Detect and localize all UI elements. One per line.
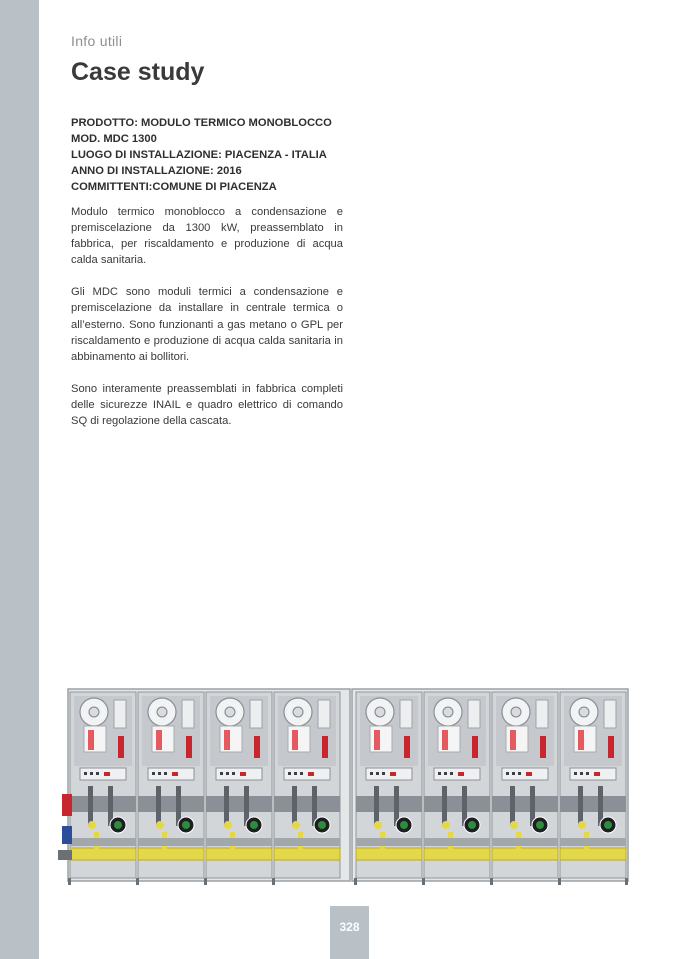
gas-manifold <box>560 848 626 860</box>
gas-valve <box>442 821 450 829</box>
page-number: 328 <box>339 920 360 934</box>
flue <box>468 700 480 728</box>
gas-valve <box>224 821 232 829</box>
pump-badge <box>400 821 408 829</box>
fan-hub <box>225 707 235 717</box>
pump-badge <box>604 821 612 829</box>
heat-exchanger <box>370 726 392 752</box>
pump-badge <box>536 821 544 829</box>
lower-pipe <box>492 838 558 846</box>
support-foot <box>204 878 207 885</box>
panel-indicator <box>104 772 110 776</box>
boiler-module <box>492 692 558 878</box>
red-valve <box>224 730 230 750</box>
heat-exchanger <box>506 726 528 752</box>
panel-led <box>300 772 303 775</box>
riser-pipe <box>578 786 583 826</box>
gas-valve <box>88 821 96 829</box>
header-pipe <box>560 796 626 812</box>
support-foot <box>422 878 425 885</box>
gas-manifold <box>206 848 272 860</box>
riser-pipe <box>224 786 229 826</box>
page-title: Case study <box>71 58 205 86</box>
support-foot <box>272 878 275 885</box>
info-location: LUOGO DI INSTALLAZIONE: PIACENZA - ITALIA <box>71 149 327 161</box>
header-pipe <box>424 796 490 812</box>
page-number-box <box>330 906 369 959</box>
lower-pipe <box>560 838 626 846</box>
panel-indicator <box>594 772 600 776</box>
project-info <box>71 115 371 195</box>
left-red-connection <box>62 794 72 816</box>
boiler-module <box>70 692 136 878</box>
boiler-module <box>356 692 422 878</box>
red-pipe <box>608 736 614 758</box>
panel-led <box>158 772 161 775</box>
red-valve <box>442 730 448 750</box>
panel-led <box>152 772 155 775</box>
panel-indicator <box>390 772 396 776</box>
red-valve <box>374 730 380 750</box>
gas-manifold <box>424 848 490 860</box>
fan-hub <box>157 707 167 717</box>
red-valve <box>156 730 162 750</box>
support-foot <box>354 878 357 885</box>
side-band <box>0 0 39 959</box>
lower-pipe <box>70 838 136 846</box>
boiler-module <box>206 692 272 878</box>
panel-led <box>232 772 235 775</box>
red-pipe <box>472 736 478 758</box>
panel-indicator <box>172 772 178 776</box>
gas-manifold <box>356 848 422 860</box>
heat-exchanger <box>574 726 596 752</box>
panel-led <box>574 772 577 775</box>
riser-pipe <box>510 786 515 826</box>
pump-badge <box>468 821 476 829</box>
red-pipe <box>322 736 328 758</box>
red-pipe <box>254 736 260 758</box>
header-pipe <box>70 796 136 812</box>
gas-manifold <box>138 848 204 860</box>
support-foot <box>558 878 561 885</box>
lower-pipe <box>424 838 490 846</box>
header-pipe <box>274 796 340 812</box>
boiler-module <box>274 692 340 878</box>
support-foot <box>490 878 493 885</box>
fan-hub <box>293 707 303 717</box>
panel-led <box>96 772 99 775</box>
panel-led <box>90 772 93 775</box>
lower-pipe <box>356 838 422 846</box>
fan-hub <box>443 707 453 717</box>
red-valve <box>510 730 516 750</box>
info-year: ANNO DI INSTALLAZIONE: 2016 <box>71 165 242 177</box>
gas-valve <box>374 821 382 829</box>
paragraph: Modulo termico monoblocco a condensazione e premiscelazione da 1300 kW, preassemblato in fabbrica, per riscaldamento e produzione di acqua calda sanitaria. <box>71 206 343 267</box>
boiler-module <box>560 692 626 878</box>
info-model: MOD. MDC 1300 <box>71 133 157 145</box>
panel-led <box>580 772 583 775</box>
paragraph: Gli MDC sono moduli termici a condensazione e premiscelazione da installare in centrale termica o all’esterno. Sono funzionanti a gas metano o GPL per riscaldamento e produzione di acqua calda sanitaria in abbinamento ai bollitori. <box>71 286 343 363</box>
gas-manifold <box>492 848 558 860</box>
panel-led <box>438 772 441 775</box>
heat-exchanger <box>220 726 242 752</box>
boiler-module <box>424 692 490 878</box>
left-blue-connection <box>62 826 72 844</box>
panel-led <box>164 772 167 775</box>
flue <box>400 700 412 728</box>
lower-pipe <box>138 838 204 846</box>
heat-exchanger <box>288 726 310 752</box>
red-pipe <box>404 736 410 758</box>
support-foot <box>625 878 628 885</box>
support-foot <box>136 878 139 885</box>
panel-led <box>288 772 291 775</box>
panel-indicator <box>458 772 464 776</box>
header-pipe <box>356 796 422 812</box>
gas-valve <box>156 821 164 829</box>
panel-indicator <box>308 772 314 776</box>
panel-led <box>450 772 453 775</box>
lower-pipe <box>206 838 272 846</box>
boiler-module-illustration <box>58 686 632 891</box>
pump-badge <box>318 821 326 829</box>
section-label: Info utili <box>71 33 123 49</box>
fan-hub <box>375 707 385 717</box>
flue <box>182 700 194 728</box>
pump-badge <box>250 821 258 829</box>
paragraph: Sono interamente preassemblati in fabbrica completi delle sicurezze INAIL e quadro elettrico di comando SQ di regolazione della cascata. <box>71 382 343 428</box>
panel-led <box>294 772 297 775</box>
fan-hub <box>511 707 521 717</box>
header-pipe <box>206 796 272 812</box>
body-text <box>71 204 343 445</box>
pump-badge <box>114 821 122 829</box>
flue <box>318 700 330 728</box>
info-product: PRODOTTO: MODULO TERMICO MONOBLOCCO <box>71 117 332 129</box>
header-pipe <box>138 796 204 812</box>
fan-hub <box>89 707 99 717</box>
support-foot <box>68 878 71 885</box>
panel-led <box>444 772 447 775</box>
riser-pipe <box>442 786 447 826</box>
gas-valve <box>510 821 518 829</box>
riser-pipe <box>88 786 93 826</box>
lower-pipe <box>274 838 340 846</box>
flue <box>536 700 548 728</box>
flue <box>604 700 616 728</box>
riser-pipe <box>374 786 379 826</box>
heat-exchanger <box>152 726 174 752</box>
panel-led <box>376 772 379 775</box>
panel-led <box>382 772 385 775</box>
red-pipe <box>540 736 546 758</box>
panel-led <box>370 772 373 775</box>
boiler-module <box>138 692 204 878</box>
left-gas-connection <box>58 850 72 860</box>
gas-valve <box>578 821 586 829</box>
riser-pipe <box>292 786 297 826</box>
flue <box>250 700 262 728</box>
pump-badge <box>182 821 190 829</box>
red-valve <box>88 730 94 750</box>
flue <box>114 700 126 728</box>
panel-led <box>518 772 521 775</box>
gas-manifold <box>274 848 340 860</box>
panel-indicator <box>526 772 532 776</box>
red-valve <box>292 730 298 750</box>
panel-led <box>84 772 87 775</box>
info-clients: COMMITTENTI:COMUNE DI PIACENZA <box>71 181 277 193</box>
panel-led <box>512 772 515 775</box>
heat-exchanger <box>438 726 460 752</box>
fan-hub <box>579 707 589 717</box>
gas-valve <box>292 821 300 829</box>
heat-exchanger <box>84 726 106 752</box>
riser-pipe <box>156 786 161 826</box>
header-pipe <box>492 796 558 812</box>
panel-indicator <box>240 772 246 776</box>
panel-led <box>506 772 509 775</box>
panel-led <box>586 772 589 775</box>
red-valve <box>578 730 584 750</box>
panel-led <box>220 772 223 775</box>
red-pipe <box>118 736 124 758</box>
gas-manifold <box>70 848 136 860</box>
red-pipe <box>186 736 192 758</box>
panel-led <box>226 772 229 775</box>
